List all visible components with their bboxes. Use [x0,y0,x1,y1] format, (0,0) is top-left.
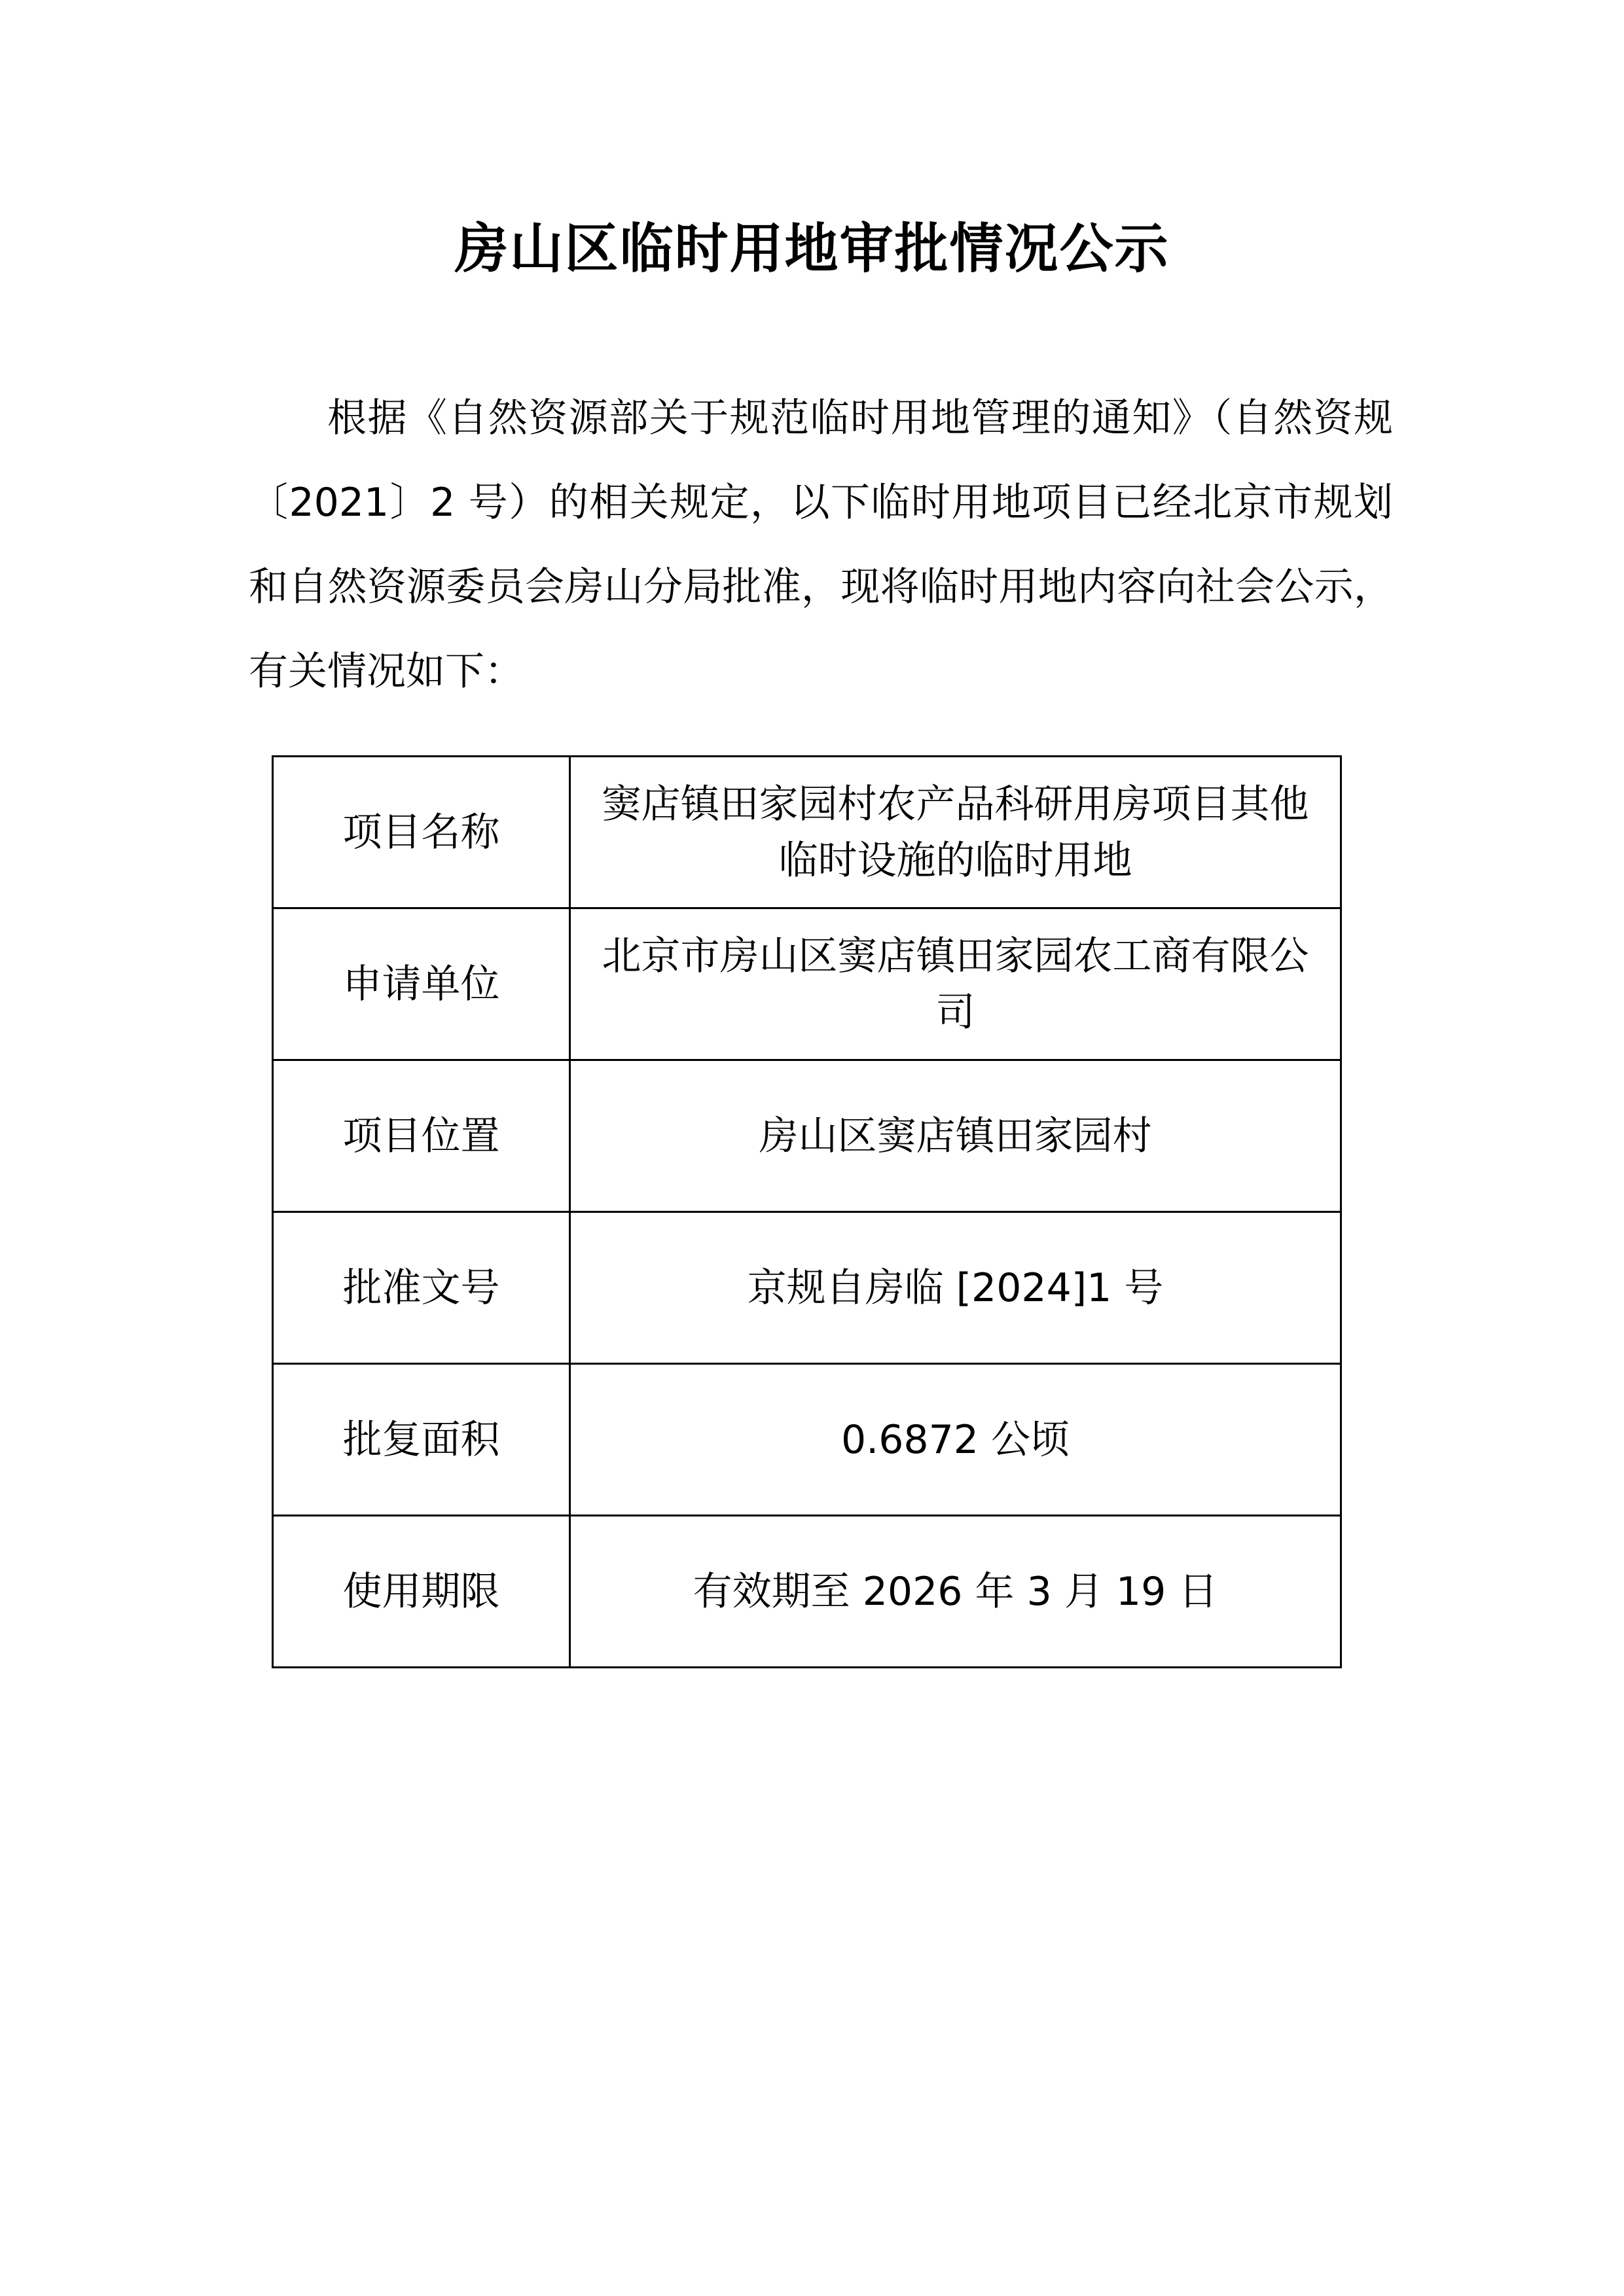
table-row-location [273,1060,1341,1212]
approval-number-label: 批准文号 [273,1212,570,1364]
usage-period-label: 使用期限 [273,1516,570,1668]
approved-area-label: 批复面积 [273,1364,570,1516]
table-row-usage-period [273,1516,1341,1668]
table-row-project-name [273,757,1341,908]
intro-paragraph: 根据《自然资源部关于规范临时用地管理的通知》（自然资规〔2021〕2 号）的相关规定，以下临时用地项目已经北京市规划和自然资源委员会房山分局批准，现将临时用地内容向社会公示，有关情况如下： [249,395,1393,694]
table-row-approved-area [273,1364,1341,1516]
project-name-label: 项目名称 [273,757,570,908]
approval-info-table [272,755,1342,1668]
applicant-label: 申请单位 [273,908,570,1060]
table-row-approval-number [273,1212,1341,1364]
table-row-applicant [273,908,1341,1060]
location-value: 房山区窦店镇田家园村 [570,1060,1341,1212]
usage-period-value: 有效期至 2026 年 3 月 19 日 [570,1516,1341,1668]
approval-number-value: 京规自房临 [2024]1 号 [570,1212,1341,1364]
document-title: 房山区临时用地审批情况公示 [454,218,1170,280]
applicant-value: 北京市房山区窦店镇田家园农工商有限公司 [570,908,1341,1060]
location-label: 项目位置 [273,1060,570,1212]
approved-area-value: 0.6872 公顷 [570,1364,1341,1516]
project-name-value: 窦店镇田家园村农产品科研用房项目其他临时设施的临时用地 [570,757,1341,908]
